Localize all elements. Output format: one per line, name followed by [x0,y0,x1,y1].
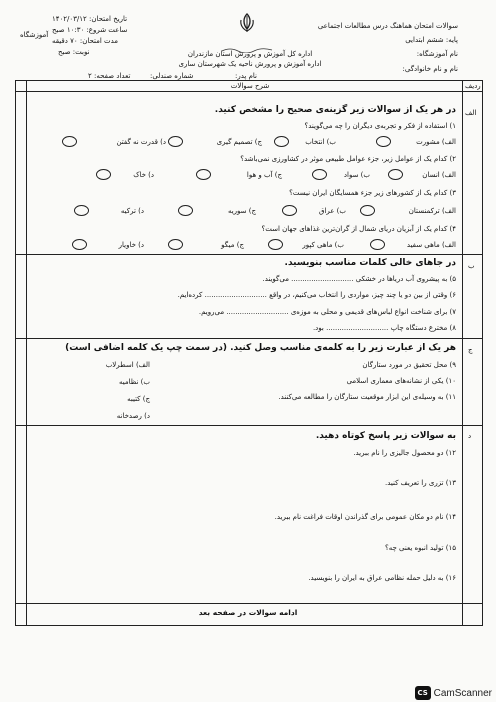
q1-option-c-circle[interactable] [168,136,183,147]
q3-option-a-circle[interactable] [360,205,375,216]
match-option-a: الف) اسطرلاب [105,361,150,369]
q3-option-a: الف) ترکمنستان [408,207,456,215]
match-item-11: ۱۱) به وسیله‌ی این ابزار موقعیت ستارگان را مطالعه می‌کنند. [278,393,456,401]
q4-option-b-circle[interactable] [268,239,283,250]
q3-option-c-circle[interactable] [178,205,193,216]
match-item-10: ۱۰) یکی از نشانه‌های معماری اسلامی [346,377,456,385]
column-desc-label: شرح سوالات [230,82,270,90]
q4-option-c-circle[interactable] [168,239,183,250]
header-exam-date: تاریخ امتحان: ۱۴۰۲/۰۳/۱۲ [52,15,128,23]
signature-mark [220,38,274,44]
q4-text: ۴) کدام یک از آبزیان دریای شمال از گران‌ترین غذاهای جهان است؟ [261,225,456,233]
header-father-name: نام پدر: [235,72,258,80]
q7-text: ۷) برای شناخت انواع لباس‌های قدیمی و محلی به موزه‌ی ............................ می‌رویم. [198,308,456,316]
header-province: اداره کل آموزش و پرورش استان مازندران [187,50,313,58]
match-item-9: ۹) محل تحقیق در مورد ستارگان [362,361,456,369]
q3-option-b-circle[interactable] [282,205,297,216]
header-student-name: نام و نام خانوادگی: [402,65,458,73]
score-column-divider [26,80,27,626]
header-shift: نوبت: صبح [58,48,90,56]
q2-text: ۲) کدام یک از عوامل زیر، جزء عوامل طبیعی موثر در کشاورزی نمی‌باشد؟ [240,155,456,163]
q2-option-d: د) خاک [133,171,154,179]
emblem-icon [236,12,258,34]
section-jim-letter: ج [468,346,473,354]
q1-option-b-circle[interactable] [274,136,289,147]
q3-option-c: ج) سوریه [227,207,256,215]
q3-option-b: ب) عراق [319,207,346,215]
q5-text: ۵) به پیشروی آب دریاها در خشکی ............................ می‌گویند. [262,275,456,283]
q2-option-a-circle[interactable] [388,169,403,180]
q2-option-b: ب) سواد [343,171,370,179]
q14-text: ۱۴) نام دو مکان عمومی برای گذراندن اوقات فراغت نام ببرید. [274,513,456,521]
section-dal-letter: د [468,432,472,440]
section-alef-letter: الف [465,109,477,117]
header-page-count: تعداد صفحه: ۲ [88,72,131,80]
q4-option-a-circle[interactable] [370,239,385,250]
q3-text: ۳) کدام یک از کشورهای زیر جزء همسایگان ایران نیست؟ [289,189,456,197]
header-seat-number: شماره صندلی: [150,72,194,80]
header-grade: پایه: ششم ابتدایی [405,36,458,44]
q16-text: ۱۶) به دلیل حمله نظامی عراق به ایران را بنویسید. [308,574,456,582]
header-start-time: ساعت شروع: ۱۰:۳۰ صبح [52,26,128,34]
footer-continue-note: ادامه سوالات در صفحه بعد [198,608,298,617]
q1-text: ۱) استفاده از فکر و تجربه‌ی دیگران را چه می‌گویند؟ [304,122,456,130]
q2-option-c-circle[interactable] [196,169,211,180]
q8-text: ۸) مخترع دستگاه چاپ ............................ بود. [312,324,456,332]
header-school: نام آموزشگاه: [416,50,458,58]
q3-option-d-circle[interactable] [74,205,89,216]
header-course-line: سوالات امتحان هماهنگ درس مطالعات اجتماعی [317,22,458,30]
q13-text: ۱۳) تزری را تعریف کنید. [385,479,456,487]
section-alef-title: در هر یک از سوالات زیر گزینه‌ی صحیح را مشخص کنید. [214,105,456,115]
q4-option-c: ج) میگو [221,241,244,249]
camscanner-watermark [415,686,492,700]
q1-option-b: ب) انتخاب [305,138,336,146]
q4-option-b: ب) ماهی کپور [302,241,344,249]
q2-option-b-circle[interactable] [312,169,327,180]
school-stamp: آموزشگاه [20,31,49,39]
q12-text: ۱۲) دو محصول جالیزی را نام ببرید. [353,449,456,457]
q15-text: ۱۵) تولید انبوه یعنی چه؟ [384,544,456,552]
match-option-c: ج) کتیبه [127,395,150,403]
row-column-divider [462,80,463,626]
q1-option-c: ج) تصمیم گیری [216,138,262,146]
section-jim-title: هر یک از عبارت زیر را به کلمه‌ی مناسب وصل کنید. (در سمت چپ یک کلمه اضافی است) [65,343,456,353]
q2-option-a: الف) انسان [422,171,456,179]
q6-text: ۶) وقتی از بین دو یا چند چیز، مواردی را انتخاب می‌کنیم، در واقع ............................ کرده‌ایم. [177,291,456,299]
match-option-d: د) رصدخانه [116,412,150,420]
section-be-letter: ب [468,262,475,270]
match-option-b: ب) نظامیه [119,378,150,386]
q2-option-c: ج) آب و هوا [246,171,282,179]
q1-option-d-circle[interactable] [62,136,77,147]
q3-option-d: د) ترکیه [120,207,144,215]
section-be-title: در جاهای خالی کلمات مناسب بنویسید. [284,258,456,268]
q1-option-a: الف) مشورت [416,138,456,146]
section-dal-title: به سوالات زیر پاسخ کوتاه دهید. [315,431,456,441]
q4-option-d-circle[interactable] [72,239,87,250]
header-district: اداره آموزش و پرورش ناحیه یک شهرستان ساری [178,60,322,68]
q1-option-d: د) قدرت نه گفتن [116,138,166,146]
q2-option-d-circle[interactable] [96,169,111,180]
q4-option-a: الف) ماهی سفید [406,241,456,249]
q1-option-a-circle[interactable] [376,136,391,147]
header-duration: مدت امتحان: ۷۰ دقیقه [52,37,119,45]
camscanner-name: CamScanner [433,687,492,699]
column-row-label: ردیف [465,82,481,90]
camscanner-logo: CS [415,686,431,700]
q4-option-d: د) خاویار [118,241,144,249]
